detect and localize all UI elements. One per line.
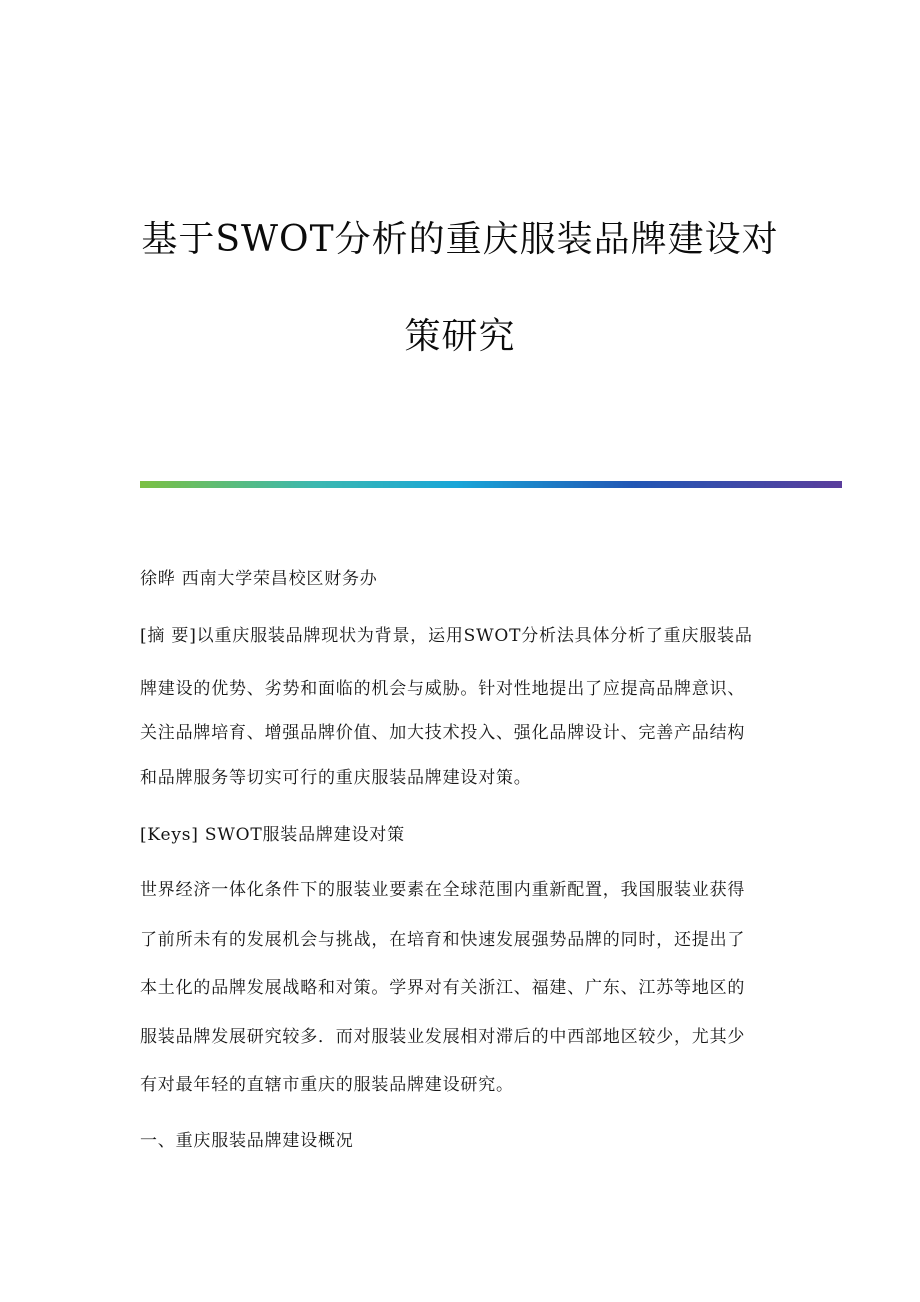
gradient-divider [140, 481, 842, 488]
body-line: 服装品牌发展研究较多．而对服装业发展相对滞后的中西部地区较少，尤其少 [140, 1027, 746, 1047]
body-paragraph-cont [140, 929, 780, 952]
abstract-line: [摘 要]以重庆服装品牌现状为背景，运用SWOT分析法具体分析了重庆服装品 [140, 626, 753, 646]
body-line: 世界经济一体化条件下的服装业要素在全球范围内重新配置，我国服装业获得 [140, 880, 746, 900]
body-paragraph-cont [140, 1026, 780, 1049]
keywords-line: [Keys] SWOT服装品牌建设对策 [140, 825, 405, 845]
abstract-paragraph-cont [140, 722, 780, 745]
keywords [140, 824, 780, 847]
section-heading-text: 一、重庆服装品牌建设概况 [140, 1131, 354, 1151]
body-paragraph-cont [140, 977, 780, 1000]
body-line: 了前所未有的发展机会与挑战，在培育和快速发展强势品牌的同时，还提出了 [140, 930, 746, 950]
body-line: 有对最年轻的直辖市重庆的服装品牌建设研究。 [140, 1075, 514, 1095]
author-line: 徐晔 西南大学荣昌校区财务办 [140, 569, 378, 589]
abstract-line: 牌建设的优势、劣势和面临的机会与威胁。针对性地提出了应提高品牌意识、 [140, 679, 746, 699]
abstract-paragraph-cont [140, 767, 780, 790]
body-line: 本土化的品牌发展战略和对策。学界对有关浙江、福建、广东、江苏等地区的 [140, 978, 746, 998]
abstract-line: 和品牌服务等切实可行的重庆服装品牌建设对策。 [140, 768, 532, 788]
body-paragraph [140, 879, 780, 902]
document-title-line-1: 基于SWOT分析的重庆服装品牌建设对 [141, 219, 779, 260]
author-affiliation [140, 568, 780, 591]
body-paragraph-cont [140, 1074, 780, 1097]
document-title-line-2: 策研究 [404, 316, 516, 357]
abstract-paragraph [140, 625, 780, 648]
abstract-line: 关注品牌培育、增强品牌价值、加大技术投入、强化品牌设计、完善产品结构 [140, 723, 746, 743]
abstract-paragraph-cont [140, 678, 780, 701]
section-heading [140, 1130, 780, 1153]
